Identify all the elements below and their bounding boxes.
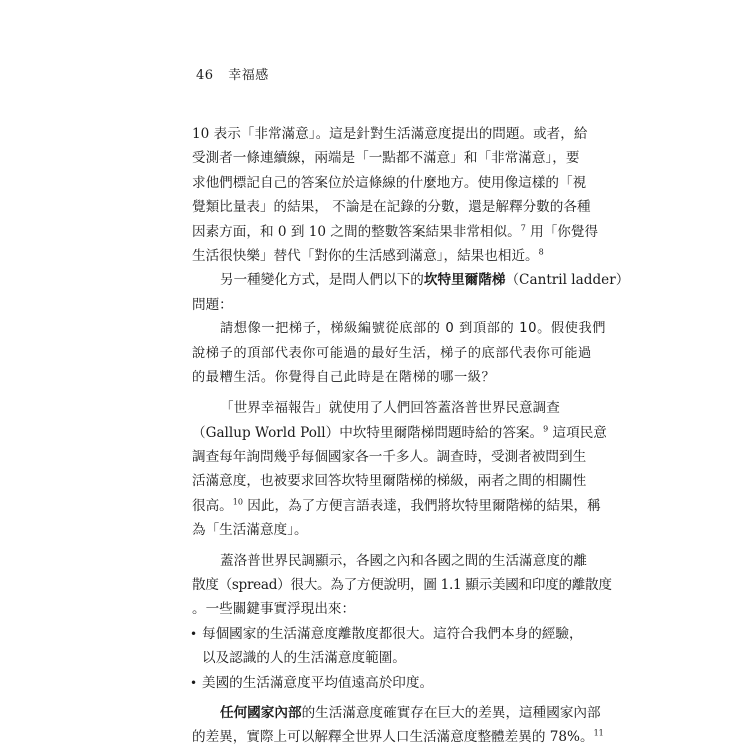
running-header bbox=[196, 64, 269, 83]
text-run: （Cantril ladder） bbox=[505, 272, 630, 289]
text-line: 為「生活滿意度」。 bbox=[192, 522, 308, 539]
footnote-marker: 7 bbox=[520, 223, 526, 233]
text-run: （Gallup World Poll）中坎特里爾階梯問題時給的答案。 bbox=[192, 424, 544, 441]
quote-line: 的最糟生活。你覺得自己此時是在階梯的哪一級？ bbox=[192, 369, 496, 385]
text-line bbox=[192, 701, 601, 725]
text-line bbox=[192, 725, 604, 749]
text-line: 求他們標記自己的答案位於這條線的什麼地方。使用像這樣的「視 bbox=[192, 174, 587, 191]
footnote-marker: 9 bbox=[543, 424, 549, 434]
text-line: 10 表示「非常滿意」。這是針對生活滿意度提出的問題。或者，給 bbox=[192, 126, 588, 142]
text-run: 生活很快樂」替代「對你的生活感到滿意」，結果也相近。 bbox=[192, 247, 539, 264]
bold-term: 任何國家內部 bbox=[220, 704, 302, 721]
running-title: 幸福感 bbox=[228, 68, 269, 83]
paragraph-within-country-differences bbox=[192, 701, 604, 750]
list-item bbox=[192, 671, 557, 695]
text-line: 散度（spread）很大。為了方便說明，圖 1.1 顯示美國和印度的離散度 bbox=[192, 577, 612, 594]
text-line: 。一些關鍵事實浮現出來： bbox=[192, 601, 356, 618]
text-line bbox=[192, 268, 630, 292]
quote-line: 請想像一把梯子，梯級編號從底部的 0 到頂部的 10。假使我們 bbox=[220, 321, 607, 337]
bold-term: 坎特里爾階梯 bbox=[423, 272, 506, 289]
bullet-list bbox=[190, 622, 583, 695]
text-run: 的生活滿意度確實存在巨大的差異，這種國家內部 bbox=[301, 704, 601, 721]
text-run: 用「你覺得 bbox=[525, 223, 599, 240]
footnote-marker: 11 bbox=[593, 728, 604, 738]
text-line bbox=[192, 220, 599, 244]
text-run: 另一種變化方式，是問人們以下的 bbox=[220, 272, 424, 289]
body-text bbox=[190, 122, 630, 750]
bullet-icon: • bbox=[190, 675, 198, 690]
list-item bbox=[190, 622, 583, 646]
text-line: 「世界幸福報告」就使用了人們回答蓋洛普世界民意調查 bbox=[220, 400, 560, 417]
text-run: 因此，為了方便言語表達，我們將坎特里爾階梯的結果，稱 bbox=[242, 497, 601, 514]
text-run: 因素方面，和 0 到 10 之間的整數答案結果非常相似。 bbox=[192, 223, 521, 240]
footnote-marker: 10 bbox=[232, 497, 243, 507]
text-line: 調查每年詢問幾乎每個國家各一千多人。調查時，受測者被問到生 bbox=[192, 449, 587, 466]
footnote-marker: 8 bbox=[538, 247, 544, 257]
text-run: 很高。 bbox=[192, 497, 233, 514]
text-line: 受測者一條連續線，兩端是「一點都不滿意」和「非常滿意」，要 bbox=[192, 150, 580, 167]
list-item-text: 每個國家的生活滿意度離散度都很大。這符合我們本身的經驗， bbox=[202, 625, 583, 642]
list-item-text: 美國的生活滿意度平均值遠高於印度。 bbox=[202, 674, 434, 691]
page-number: 46 bbox=[196, 68, 214, 83]
text-line bbox=[192, 421, 607, 445]
text-run: 的差異，實際上可以解釋全世界人口生活滿意度整體差異的 78%。 bbox=[192, 729, 594, 746]
list-item-continuation: 以及認識的人的生活滿意度範圍。 bbox=[202, 650, 406, 667]
bullet-icon: • bbox=[190, 626, 198, 641]
text-line: 覺類比量表」的結果， 不論是在記錄的分數，還是解釋分數的各種 bbox=[192, 199, 591, 216]
text-line: 蓋洛普世界民調顯示，各國之內和各國之間的生活滿意度的離 bbox=[220, 552, 588, 569]
quote-line: 說梯子的頂部代表你可能過的最好生活，梯子的底部代表你可能過 bbox=[192, 345, 592, 361]
block-quote-cantril-question bbox=[192, 317, 607, 390]
text-run: 這項民意 bbox=[548, 424, 607, 441]
text-line: 問題： bbox=[192, 296, 233, 313]
paragraph-cantril-ladder-intro bbox=[192, 268, 630, 317]
paragraph-gallup-spread bbox=[192, 549, 612, 622]
text-line bbox=[192, 244, 557, 268]
paragraph-world-happiness-report bbox=[192, 396, 607, 542]
text-line: 活滿意度，也被要求回答坎特里爾階梯的梯級，兩者之間的相關性 bbox=[192, 473, 587, 490]
text-line bbox=[192, 494, 601, 518]
paragraph-life-satisfaction-scale bbox=[192, 122, 599, 268]
